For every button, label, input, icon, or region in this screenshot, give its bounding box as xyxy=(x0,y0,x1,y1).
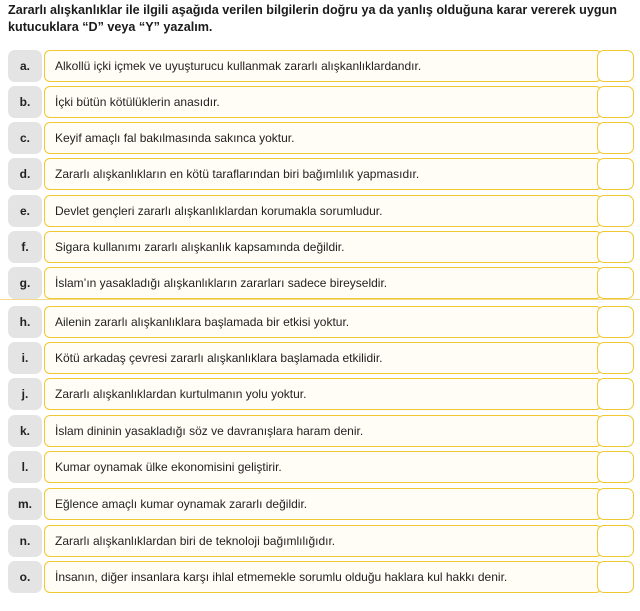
item-letter: k. xyxy=(8,415,42,447)
answer-box[interactable] xyxy=(597,267,634,299)
question-row-g xyxy=(8,267,640,299)
item-letter: n. xyxy=(8,525,42,557)
answer-box[interactable] xyxy=(597,561,634,593)
item-statement: Zararlı alışkanlıklardan biri de teknoloji bağımlılığıdır. xyxy=(44,525,602,557)
question-row-d xyxy=(8,158,640,190)
question-row-m xyxy=(8,488,640,520)
answer-box[interactable] xyxy=(597,86,634,118)
question-row-l xyxy=(8,451,640,483)
item-statement: Alkollü içki içmek ve uyuşturucu kullanmak zararlı alışkanlıklardandır. xyxy=(44,50,602,82)
item-statement: Kötü arkadaş çevresi zararlı alışkanlıklara başlamada etkilidir. xyxy=(44,342,602,374)
answer-box[interactable] xyxy=(597,488,634,520)
item-letter: l. xyxy=(8,451,42,483)
item-statement: Sigara kullanımı zararlı alışkanlık kapsamında değildir. xyxy=(44,231,602,263)
item-statement: İslam dininin yasakladığı söz ve davranışlara haram denir. xyxy=(44,415,602,447)
item-statement: Zararlı alışkanlıkların en kötü taraflarından biri bağımlılık yapmasıdır. xyxy=(44,158,602,190)
answer-box[interactable] xyxy=(597,451,634,483)
item-letter: o. xyxy=(8,561,42,593)
item-statement: Eğlence amaçlı kumar oynamak zararlı değildir. xyxy=(44,488,602,520)
item-letter: m. xyxy=(8,488,42,520)
question-row-j xyxy=(8,378,640,410)
question-row-c xyxy=(8,122,640,154)
question-row-k xyxy=(8,415,640,447)
question-row-b xyxy=(8,86,640,118)
item-letter: b. xyxy=(8,86,42,118)
answer-box[interactable] xyxy=(597,306,634,338)
item-letter: i. xyxy=(8,342,42,374)
item-statement: İçki bütün kötülüklerin anasıdır. xyxy=(44,86,602,118)
answer-box[interactable] xyxy=(597,231,634,263)
item-letter: c. xyxy=(8,122,42,154)
answer-box[interactable] xyxy=(597,122,634,154)
item-letter: a. xyxy=(8,50,42,82)
answer-box[interactable] xyxy=(597,195,634,227)
question-row-i xyxy=(8,342,640,374)
question-row-h xyxy=(8,306,640,338)
answer-box[interactable] xyxy=(597,158,634,190)
item-statement: İslam’ın yasakladığı alışkanlıkların zararları sadece bireyseldir. xyxy=(44,267,602,299)
question-row-e xyxy=(8,195,640,227)
question-row-f xyxy=(8,231,640,263)
question-row-o xyxy=(8,561,640,593)
item-statement: Keyif amaçlı fal bakılmasında sakınca yoktur. xyxy=(44,122,602,154)
answer-box[interactable] xyxy=(597,525,634,557)
item-letter: f. xyxy=(8,231,42,263)
page-divider xyxy=(0,299,640,300)
item-statement: İnsanın, diğer insanlara karşı ihlal etmemekle sorumlu olduğu haklara kul hakkı denir. xyxy=(44,561,602,593)
item-letter: g. xyxy=(8,267,42,299)
item-statement: Ailenin zararlı alışkanlıklara başlamada bir etkisi yoktur. xyxy=(44,306,602,338)
item-letter: h. xyxy=(8,306,42,338)
answer-box[interactable] xyxy=(597,378,634,410)
item-statement: Zararlı alışkanlıklardan kurtulmanın yolu yoktur. xyxy=(44,378,602,410)
question-row-a xyxy=(8,50,640,82)
item-statement: Kumar oynamak ülke ekonomisini geliştirir. xyxy=(44,451,602,483)
answer-box[interactable] xyxy=(597,415,634,447)
answer-box[interactable] xyxy=(597,50,634,82)
item-statement: Devlet gençleri zararlı alışkanlıklardan korumakla sorumludur. xyxy=(44,195,602,227)
question-row-n xyxy=(8,525,640,557)
instruction-text: Zararlı alışkanlıklar ile ilgili aşağıda verilen bilgilerin doğru ya da yanlış olduğuna karar vererek uygun kutucuklara “D” veya “Y” yazalım. xyxy=(8,3,617,34)
item-letter: e. xyxy=(8,195,42,227)
answer-box[interactable] xyxy=(597,342,634,374)
item-letter: j. xyxy=(8,378,42,410)
item-letter: d. xyxy=(8,158,42,190)
